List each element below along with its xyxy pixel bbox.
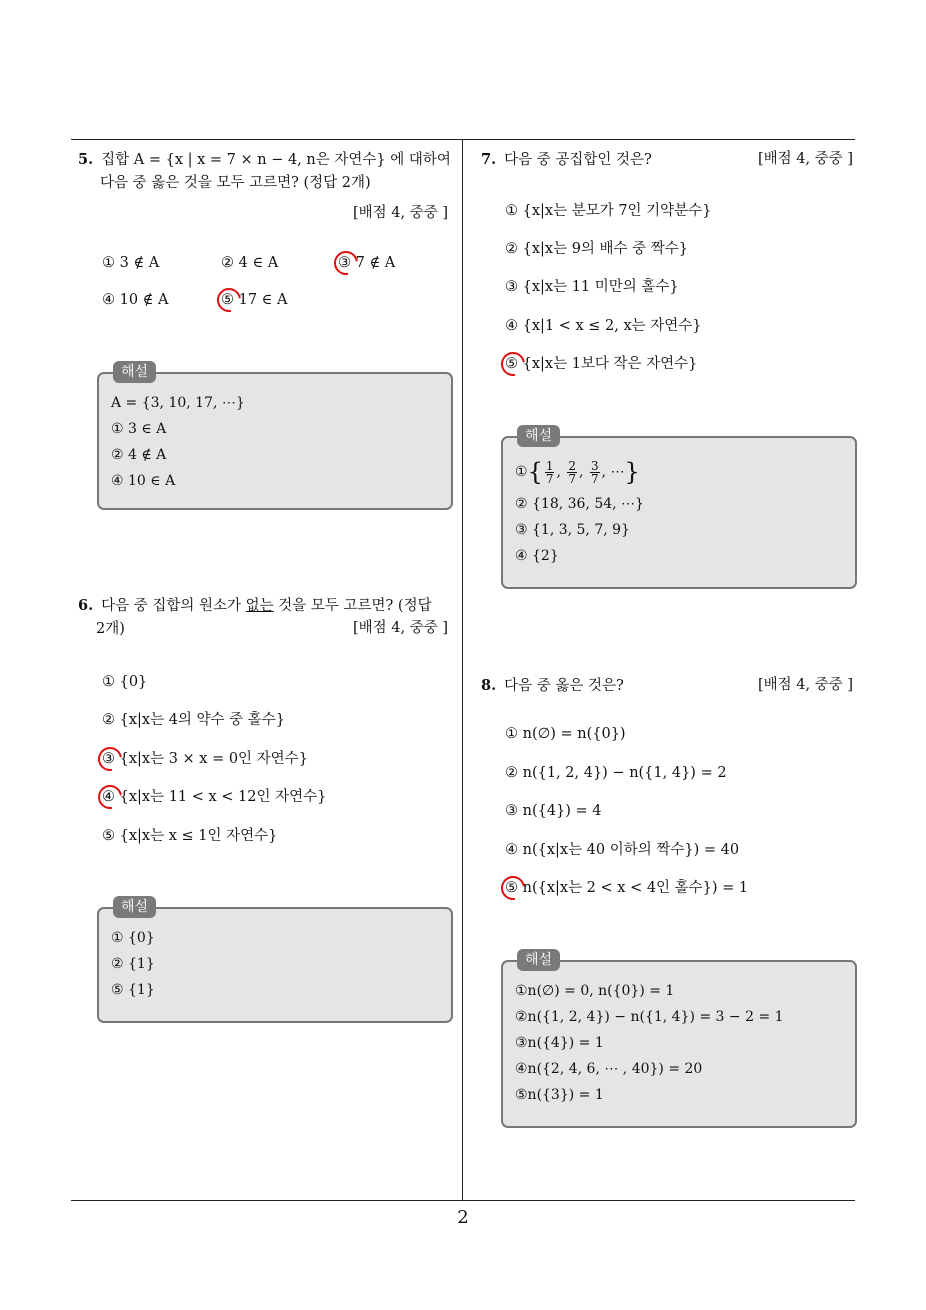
option-marker: ④ bbox=[102, 789, 115, 805]
explanation-tag: 해설 bbox=[113, 361, 156, 383]
option-text: {x|x는 1보다 작은 자연수} bbox=[522, 356, 698, 372]
question-text: 다음 중 옳은 것은? bbox=[504, 678, 624, 694]
question-text: 다음 중 집합의 원소가 bbox=[101, 598, 246, 614]
explanation-line: ④ {2} bbox=[515, 548, 559, 564]
explanation-line: ②n({1, 2, 4}) − n({1, 4}) = 3 − 2 = 1 bbox=[515, 1009, 784, 1025]
question-5 bbox=[78, 148, 456, 518]
explanation-line: ⑤n({3}) = 1 bbox=[515, 1087, 604, 1103]
question-number: 7. bbox=[481, 151, 497, 168]
explanation-line: ④n({2, 4, 6, ⋯ , 40}) = 20 bbox=[515, 1061, 703, 1077]
question-text: 다음 중 공집합인 것은? bbox=[504, 152, 652, 168]
explanation-line: ① 3 ∈ A bbox=[111, 421, 167, 437]
explanation-line: ③n({4}) = 1 bbox=[515, 1035, 604, 1051]
top-rule bbox=[71, 139, 855, 140]
option-2[interactable]: ② 4 ∈ A bbox=[221, 255, 279, 271]
option-5[interactable] bbox=[505, 354, 697, 374]
question-7-stem bbox=[481, 148, 652, 172]
answer-mark-circle bbox=[329, 246, 362, 279]
question-8-stem bbox=[481, 674, 624, 698]
explanation-line: ④ 10 ∈ A bbox=[111, 473, 176, 489]
answer-mark-circle bbox=[212, 283, 245, 316]
answer-mark-circle bbox=[93, 780, 126, 813]
option-5[interactable] bbox=[505, 878, 748, 898]
explanation-line: ① {0} bbox=[111, 930, 155, 946]
option-1[interactable]: ① {x|x는 분모가 7인 기약분수} bbox=[505, 203, 712, 219]
explanation-tag: 해설 bbox=[517, 949, 560, 971]
points-label: [배점 4, 중중 ] bbox=[757, 151, 853, 167]
answer-mark-circle bbox=[93, 742, 126, 775]
option-marker: ⑤ bbox=[221, 292, 234, 308]
numerator: 3 bbox=[590, 458, 599, 473]
denominator: 7 bbox=[568, 471, 577, 486]
fraction bbox=[590, 460, 600, 485]
option-1[interactable]: ① {0} bbox=[102, 674, 148, 690]
option-3[interactable] bbox=[102, 749, 308, 769]
explanation-line: ①n(∅) = 0, n({0}) = 1 bbox=[515, 983, 675, 999]
points-label: [배점 4, 중중 ] bbox=[352, 620, 448, 636]
numerator: 2 bbox=[568, 458, 577, 473]
option-4[interactable]: ④ 10 ∉ A bbox=[102, 292, 169, 308]
question-text: 집합 A = {x | x = 7 × n − 4, n은 자연수} 에 대하여 bbox=[101, 152, 451, 168]
page-number: 2 bbox=[457, 1207, 469, 1228]
answer-mark-circle bbox=[496, 347, 529, 380]
explanation-line: ② 4 ∉ A bbox=[111, 447, 167, 463]
column-divider bbox=[462, 139, 463, 1201]
explanation-line: ② {18, 36, 54, ⋯} bbox=[515, 496, 644, 512]
explanation-box bbox=[501, 952, 857, 1128]
underlined-word: 없는 bbox=[245, 598, 274, 614]
bottom-rule bbox=[71, 1200, 855, 1201]
option-marker: ③ bbox=[338, 255, 351, 271]
explanation-box bbox=[501, 428, 857, 589]
left-brace: { bbox=[527, 458, 543, 486]
question-number: 5. bbox=[78, 151, 94, 168]
option-2[interactable]: ② n({1, 2, 4}) − n({1, 4}) = 2 bbox=[505, 765, 727, 781]
denominator: 7 bbox=[590, 471, 599, 486]
fraction bbox=[545, 460, 555, 485]
points-label: [배점 4, 중중 ] bbox=[352, 205, 448, 221]
numerator: 1 bbox=[545, 458, 554, 473]
option-marker: ③ bbox=[102, 751, 115, 767]
explanation-line: A = {3, 10, 17, ⋯} bbox=[111, 395, 245, 411]
explanation-line: ② {1} bbox=[111, 956, 155, 972]
answer-mark-circle bbox=[496, 871, 529, 904]
explanation-line: ⑤ {1} bbox=[111, 982, 155, 998]
option-marker: ⑤ bbox=[505, 356, 518, 372]
question-6 bbox=[78, 594, 456, 1024]
points-label: [배점 4, 중중 ] bbox=[757, 677, 853, 693]
question-text: 다음 중 옳은 것을 모두 고르면? (정답 2개) bbox=[100, 175, 371, 191]
question-text: 것을 모두 고르면? (정답 bbox=[273, 598, 432, 614]
ellipsis: , ⋯ bbox=[601, 464, 625, 480]
option-text: {x|x는 3 × x = 0인 자연수} bbox=[119, 751, 308, 767]
option-text: 7 ∉ A bbox=[355, 255, 396, 271]
explanation-box bbox=[97, 899, 453, 1023]
option-3[interactable]: ③ n({4}) = 4 bbox=[505, 803, 602, 819]
option-text: 17 ∈ A bbox=[238, 292, 288, 308]
option-3[interactable]: ③ {x|x는 11 미만의 홀수} bbox=[505, 279, 679, 295]
fraction bbox=[567, 460, 577, 485]
explanation-box bbox=[97, 364, 453, 510]
explanation-line: ③ {1, 3, 5, 7, 9} bbox=[515, 522, 630, 538]
option-4[interactable]: ④ {x|1 < x ≤ 2, x는 자연수} bbox=[505, 318, 702, 334]
option-1[interactable]: ① n(∅) = n({0}) bbox=[505, 726, 626, 742]
explanation-fraction-line: ①{ $\frac{1}{7}$ , $\frac{2}{7}$ , $\frac{3}{7}$ , ⋯} bbox=[515, 458, 640, 486]
option-text: {x|x는 11 < x < 12인 자연수} bbox=[119, 789, 327, 805]
option-5[interactable]: ⑤ {x|x는 x ≤ 1인 자연수} bbox=[102, 828, 278, 844]
question-8 bbox=[481, 674, 857, 1132]
explanation-tag: 해설 bbox=[113, 896, 156, 918]
question-5-stem bbox=[78, 148, 456, 195]
explanation-tag: 해설 bbox=[517, 425, 560, 447]
option-1[interactable]: ① 3 ∉ A bbox=[102, 255, 160, 271]
question-text: 2개) bbox=[96, 621, 125, 637]
option-marker: ⑤ bbox=[505, 880, 518, 896]
denominator: 7 bbox=[545, 471, 554, 486]
option-text: n({x|x는 2 < x < 4인 홀수}) = 1 bbox=[522, 880, 749, 896]
option-4[interactable] bbox=[102, 787, 326, 807]
right-brace: } bbox=[624, 458, 640, 486]
question-number: 8. bbox=[481, 677, 497, 694]
question-7 bbox=[481, 148, 857, 593]
option-2[interactable]: ② {x|x는 4의 약수 중 홀수} bbox=[102, 712, 286, 728]
option-2[interactable]: ② {x|x는 9의 배수 중 짝수} bbox=[505, 241, 689, 257]
line-marker: ① bbox=[515, 464, 528, 480]
question-number: 6. bbox=[78, 597, 94, 614]
option-4[interactable]: ④ n({x|x는 40 이하의 짝수}) = 40 bbox=[505, 842, 740, 858]
